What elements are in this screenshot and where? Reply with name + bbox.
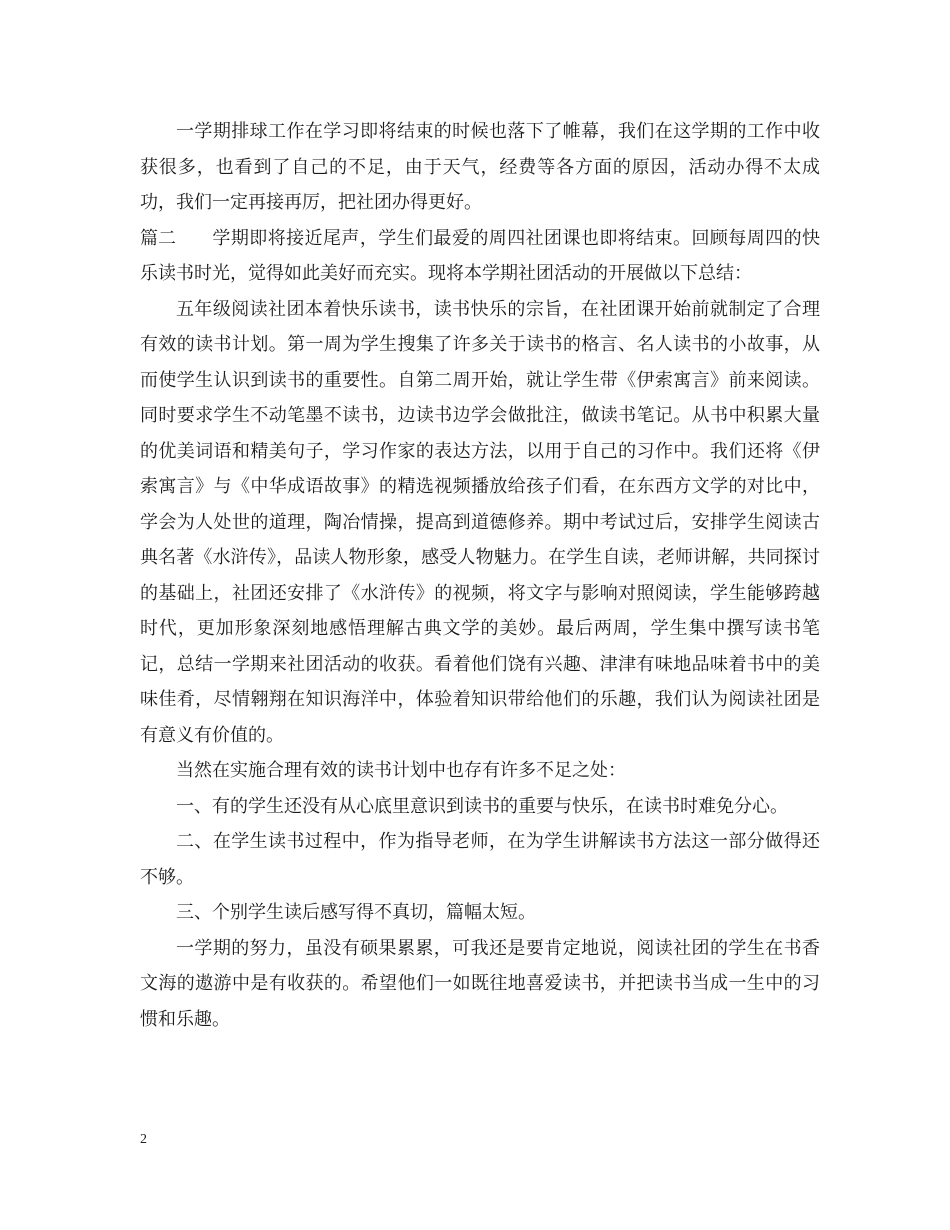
paragraph-shortcoming-two: 二、在学生读书过程中，作为指导老师，在为学生讲解读书方法这一部分做得还不够。 bbox=[140, 831, 820, 888]
document-body bbox=[140, 114, 820, 1037]
paragraph-shortcoming-one: 一、有的学生还没有从心底里意识到读书的重要与快乐，在读书时难免分心。 bbox=[176, 795, 788, 817]
section-label: 篇二 bbox=[140, 227, 176, 249]
page-number: 2 bbox=[140, 1132, 147, 1147]
paragraph-reading-club-plan: 五年级阅读社团本着快乐读书，读书快乐的宗旨，在社团课开始前就制定了合理有效的读书计划。第一周为学生搜集了许多关于读书的格言、名人读书的小故事，从而使学生认识到读书的重要性。自第二周开始，就让学生带《伊索寓言》前来阅读。同时要求学生不动笔墨不读书，边读书边学会做批注，做读书笔记。从书中积累大量的优美词语和精美句子，学习作家的表达方法，以用于自己的习作中。我们还将《伊索寓言》与《中华成语故事》的精选视频播放给孩子们看，在东西方文学的对比中，学会为人处世的道理，陶冶情操，提高到道德修养。期中考试过后，安排学生阅读古典名著《水浒传》，品读人物形象，感受人物魅力。在学生自读，老师讲解，共同探讨的基础上，社团还安排了《水浒传》的视频，将文字与影响对照阅读，学生能够跨越时代，更加形象深刻地感悟理解古典文学的美妙。最后两周，学生集中撰写读书笔记，总结一学期来社团活动的收获。看着他们饶有兴趣、津津有味地品味着书中的美味佳肴，尽情翱翔在知识海洋中，体验着知识带给他们的乐趣，我们认为阅读社团是有意义有价值的。 bbox=[140, 298, 820, 746]
paragraph-section-two-intro bbox=[140, 221, 820, 292]
paragraph-volleyball-summary: 一学期排球工作在学习即将结束的时候也落下了帷幕，我们在这学期的工作中收获很多，也看到了自己的不足，由于天气，经费等各方面的原因，活动办得不太成功，我们一定再接再厉，把社团办得更好。 bbox=[140, 121, 820, 213]
paragraph-shortcomings-intro: 当然在实施合理有效的读书计划中也存有许多不足之处： bbox=[176, 760, 626, 781]
section-two-text: 学期即将接近尾声，学生们最爱的周四社团课也即将结束。回顾每周四的快乐读书时光，觉得如此美好而充实。现将本学期社团活动的开展做以下总结： bbox=[140, 227, 820, 284]
paragraph-conclusion: 一学期的努力，虽没有硕果累累，可我还是要肯定地说，阅读社团的学生在书香文海的遨游中是有收获的。希望他们一如既往地喜爱读书，并把读书当成一生中的习惯和乐趣。 bbox=[140, 937, 820, 1030]
paragraph-shortcoming-three: 三、个别学生读后感写得不真切，篇幅太短。 bbox=[176, 902, 536, 923]
